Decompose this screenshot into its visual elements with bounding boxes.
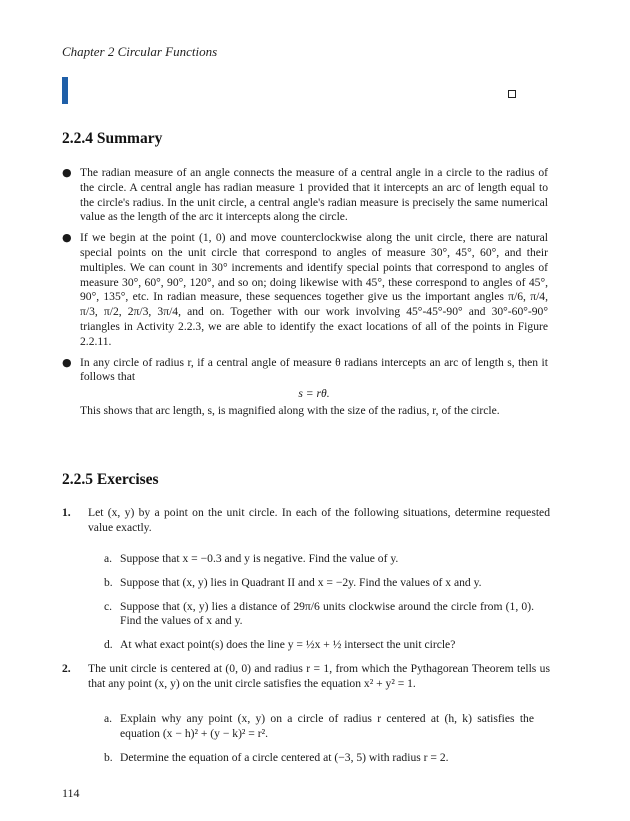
exercises-heading: 2.2.5 Exercises: [62, 471, 159, 488]
list-item: [104, 712, 534, 742]
list-item: [62, 355, 548, 419]
list-item: [104, 600, 534, 630]
running-head: Chapter 2 Circular Functions: [62, 44, 218, 59]
end-of-activity-box: [508, 90, 516, 98]
part-letter: b.: [104, 750, 113, 764]
summary-bullet-list: [62, 166, 548, 419]
list-item: [104, 576, 534, 591]
bullet-icon: ●: [62, 355, 72, 369]
summary-bullet-text: The radian measure of an angle connects the measure of a central angle in a circle to the radius of the circle. A central angle has radian measure 1 provided that it intercepts an arc of length equal to the circle's radius. In the unit circle, a central angle's radian measure is precisely the same numerical value as the length of the arc it intercepts along the circle.: [80, 166, 548, 224]
page-number: 114: [62, 786, 80, 800]
exercise-text: The unit circle is centered at (0, 0) and radius r = 1, from which the Pythagorean Theorem tells us that any point (x, y) on the unit circle satisfies the equation x² + y² = 1.: [88, 662, 550, 690]
exercise-number: 1.: [62, 506, 71, 519]
part-text: Determine the equation of a circle centered at (−3, 5) with radius r = 2.: [120, 750, 449, 764]
exercise-2-parts: [104, 712, 534, 765]
summary-bullet-followup: This shows that arc length, s, is magnified along with the size of the radius, r, of the circle.: [80, 404, 500, 418]
summary-bullet-text: In any circle of radius r, if a central angle of measure θ radians intercepts an arc of length s, then it follows that: [80, 355, 548, 384]
list-item: [62, 166, 548, 225]
part-letter: d.: [104, 638, 113, 652]
exercise-2: [62, 662, 550, 692]
arc-length-equation: s = rθ.: [298, 387, 330, 401]
part-text: Suppose that (x, y) lies a distance of 29π/6 units clockwise around the circle from (1, 0). Find the values of x and y.: [120, 599, 534, 628]
part-letter: b.: [104, 575, 113, 589]
summary-bullet-text: If we begin at the point (1, 0) and move counterclockwise along the unit circle, there are natural special points on the unit circle that correspond to angles of measure 30°, 45°, 60°, and their multiples. We can count in 30° increments and identify special points that correspond to angles of measure 30°, 60°, 90°, 120°, and so on; doing likewise with 45°, these correspond to angles of 45°, 90°, 135°, etc. In radian measure, these sequences together give us the important angles π/6, π/4, π/3, π/2, 2π/3, 3π/4, and on. Together with our work involving 45°-45°-90° and 30°-60°-90° triangles in Activity 2.2.3, we are able to identify the exact locations of all of the points in Figure 2.2.11.: [80, 231, 548, 348]
part-text: Suppose that (x, y) lies in Quadrant II and x = −2y. Find the values of x and y.: [120, 575, 482, 589]
part-letter: a.: [104, 552, 113, 565]
exercise-1: [62, 506, 550, 536]
exercise-text: Let (x, y) by a point on the unit circle. In each of the following situations, determine requested value exactly.: [88, 506, 550, 534]
part-text: Suppose that x = −0.3 and y is negative. Find the value of y.: [120, 552, 399, 565]
part-letter: c.: [104, 599, 113, 613]
part-text: At what exact point(s) does the line y = ½x + ½ intersect the unit circle?: [120, 638, 456, 652]
list-item: [104, 751, 534, 766]
section-marker-bar: [62, 77, 68, 104]
exercise-1-parts: [104, 552, 534, 653]
exercise-number: 2.: [62, 662, 71, 675]
list-item: [62, 231, 548, 349]
list-item: [104, 638, 534, 653]
part-letter: a.: [104, 712, 113, 725]
bullet-icon: ●: [62, 166, 72, 179]
part-text: Explain why any point (x, y) on a circle of radius r centered at (h, k) satisfies the equation (x − h)² + (y − k)² = r².: [120, 712, 534, 740]
bullet-icon: ●: [62, 231, 72, 245]
summary-heading: 2.2.4 Summary: [62, 130, 163, 147]
list-item: [104, 552, 534, 567]
